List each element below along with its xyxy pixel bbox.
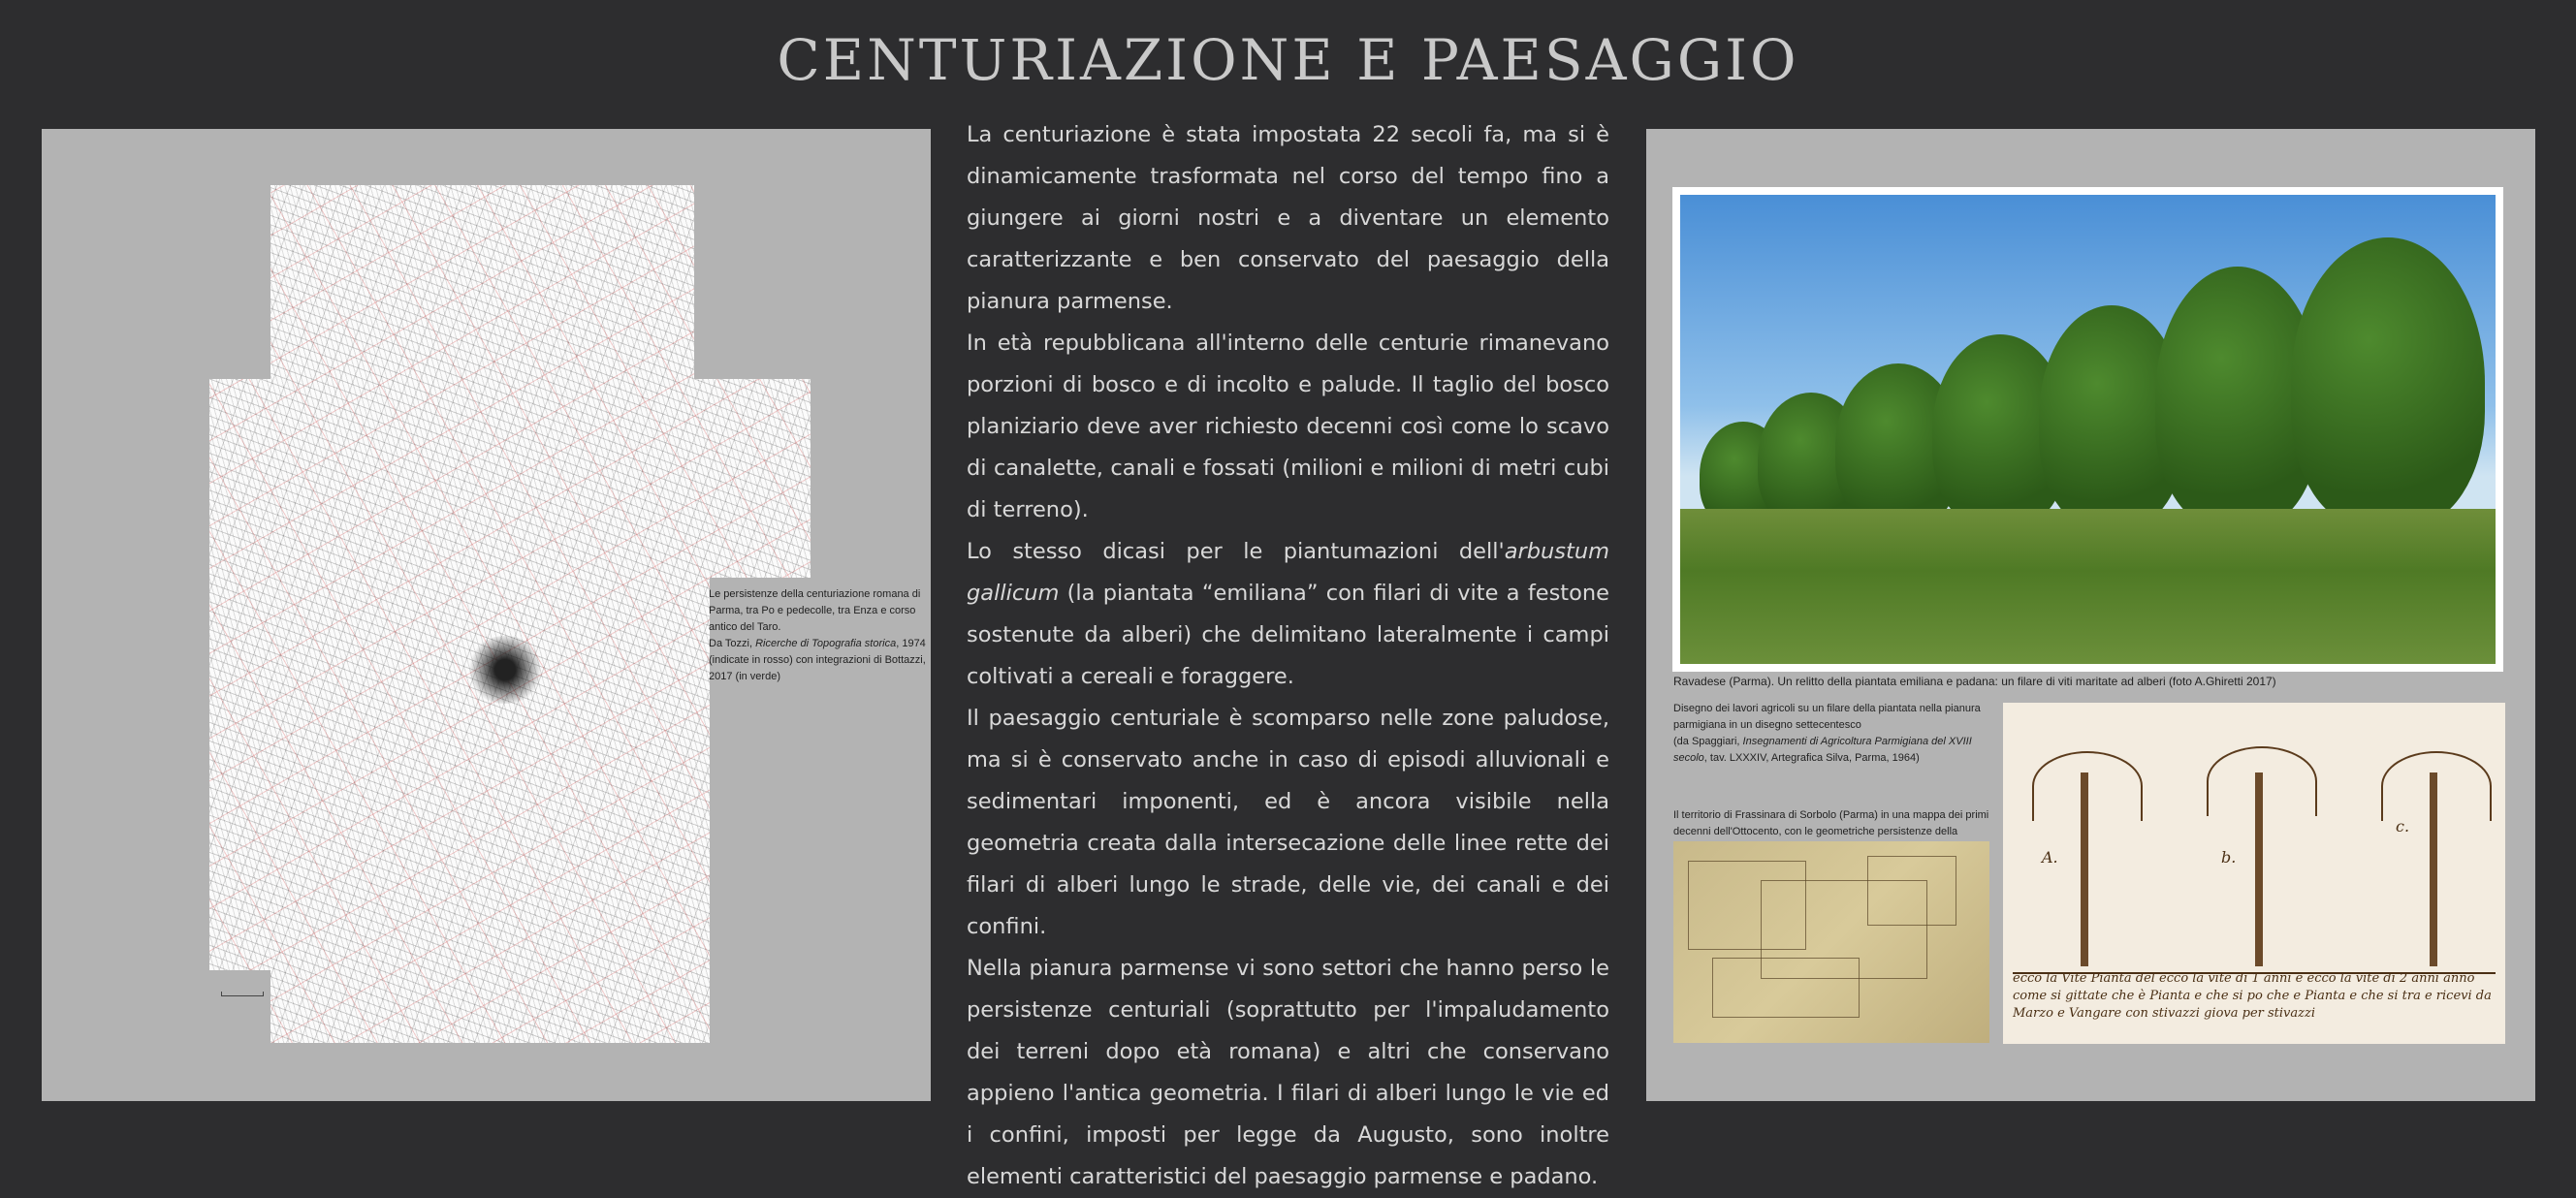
tree — [2291, 237, 2485, 528]
vine-crown — [2032, 751, 2143, 821]
drawing-caption — [1673, 701, 1993, 767]
drawing-letter: b. — [2221, 848, 2237, 867]
territory-caption: Il territorio di Frassinara di Sorbolo (Parma) in una mappa dei primi decenni dell'Ottocento, con le geometriche persistenze della — [1673, 809, 1989, 837]
paragraph-5: Nella pianura parmense vi sono settori che hanno perso le persistenze centuriali (soprattutto per l'impaludamento dei terreni dopo età romana) e altri che conservano appieno l'antica geometria. I filari di alberi lungo le vie ed i confini, imposti per legge da Augusto, sono inoltre elementi caratteristici del paesaggio parmense e padano. — [967, 956, 1609, 1189]
map-scale-bar — [221, 992, 264, 996]
historic-map-image — [1673, 841, 1989, 1043]
paragraph-3-end: (la piantata “emiliana” con filari di vite a festone sostenute da alberi) che delimitano lateralmente i campi coltivati a cereali e foraggere. — [967, 581, 1609, 689]
drawing-caption-line1: Disegno dei lavori agricoli su un filare della piantata nella pianura parmigiana in un disegno settecentesco — [1673, 703, 1981, 731]
main-text — [967, 114, 1609, 1198]
vineyard-photo — [1680, 195, 2496, 664]
drawing-letter: c. — [2396, 817, 2410, 835]
map-caption-source-title: Ricerche di Topografia storica — [755, 638, 897, 649]
drawing-caption-source-detail: , tav. LXXXIV, Artegrafica Silva, Parma, 1964) — [1703, 752, 1920, 764]
map-caption-line2 — [709, 636, 946, 685]
tree-row — [1700, 237, 2495, 528]
map-caption-source-detail: , 1974 (indicate in rosso) con integrazioni di Bottazzi, 2017 (in verde) — [709, 638, 926, 682]
parma-city-mark — [466, 636, 544, 704]
drawing-letter: A. — [2042, 848, 2058, 867]
map-caption-line1: Le persistenze della centuriazione romana di Parma, tra Po e pedecolle, tra Enza e corso antico del Taro. — [709, 588, 921, 633]
vine-drawing-image — [2003, 703, 2505, 1044]
drawing-caption-source: (da Spaggiari, — [1673, 736, 1743, 747]
paragraph-4: Il paesaggio centuriale è scomparso nelle zone paludose, ma si è conservato anche in caso di episodi alluvionali e sedimentari imponenti, ed è ancora visibile nella geometria creata dalla intersecazione delle linee rette dei filari di alberi lungo le strade, delle vie, dei canali e dei confini. — [967, 706, 1609, 939]
grass-field — [1680, 509, 2496, 664]
map-panel — [42, 129, 931, 1101]
vine-crown — [2381, 751, 2492, 821]
drawing-caption-source-title: Insegnamenti di Agricoltura Parmigiana del XVIII secolo — [1673, 736, 1972, 764]
paragraph-3-term: arbustum gallicum — [967, 539, 1609, 606]
images-panel — [1646, 129, 2535, 1101]
vine-crown — [2207, 746, 2317, 816]
paragraph-1: La centuriazione è stata impostata 22 secoli fa, ma si è dinamicamente trasformata nel corso del tempo fino a giungere ai giorni nostri e a diventare un elemento caratterizzante e ben conservato del paesaggio della pianura parmense. — [967, 122, 1609, 314]
paragraph-3-start: Lo stesso dicasi per le piantumazioni dell' — [967, 539, 1505, 564]
drawing-script: ecco la Vite Pianta del ecco la vite di 1 anni e ecco la vite di 2 anni anno come si gittate che è Pianta e che si po che e Pianta e che si tra e ricevi da Marzo e Vangare con stivazzi giova per stivazzi — [2013, 971, 2492, 1021]
page-title: CENTURIAZIONE E PAESAGGIO — [777, 27, 1799, 93]
photo-frame — [1672, 187, 2503, 672]
drawing-caption-line2 — [1673, 734, 1993, 767]
map-caption-source: Da Tozzi, — [709, 638, 756, 649]
paragraph-2: In età repubblicana all'interno delle centurie rimanevano porzioni di bosco e di incolto e palude. Il taglio del bosco planiziario deve aver richiesto decenni così come lo scavo di canalette, canali e fossati (milioni e milioni di metri cubi di terreno). — [967, 331, 1609, 522]
map-plot — [1867, 856, 1956, 926]
photo-caption: Ravadese (Parma). Un relitto della piantata emiliana e padana: un filare di viti maritate ad alberi (foto A.Ghiretti 2017) — [1673, 675, 2276, 688]
map-caption — [709, 586, 946, 685]
paragraph-3 — [967, 531, 1609, 698]
map-plot — [1712, 958, 1860, 1018]
